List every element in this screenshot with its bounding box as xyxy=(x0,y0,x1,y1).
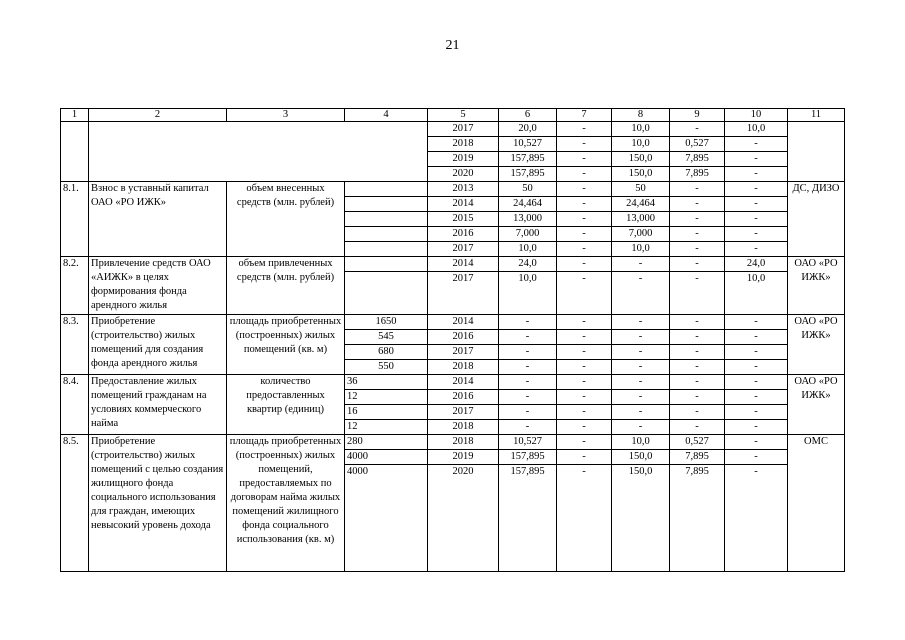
value-cell: - xyxy=(557,420,612,435)
value-cell: 10,0 xyxy=(725,272,788,315)
value-cell: - xyxy=(612,405,670,420)
year-cell: 2015 xyxy=(428,212,499,227)
item-number: 8.1. xyxy=(61,182,89,257)
value-cell: - xyxy=(725,375,788,390)
value-cell: 10,0 xyxy=(612,242,670,257)
target-cell: 12 xyxy=(345,390,428,405)
value-cell: 0,527 xyxy=(670,137,725,152)
value-cell: - xyxy=(557,375,612,390)
value-cell: - xyxy=(725,420,788,435)
value-cell: - xyxy=(557,167,612,182)
header-cell: 9 xyxy=(670,109,725,122)
value-cell: - xyxy=(557,435,612,450)
item-indicator: количество предоставленных квартир (единиц) xyxy=(227,375,345,435)
total-cell: - xyxy=(499,345,557,360)
page-number: 21 xyxy=(445,38,460,53)
table-row xyxy=(61,182,845,197)
total-cell: 10,0 xyxy=(499,242,557,257)
table-row xyxy=(61,257,845,272)
target-cell xyxy=(345,242,428,257)
value-cell: 24,464 xyxy=(612,197,670,212)
value-cell: 150,0 xyxy=(612,465,670,572)
value-cell: - xyxy=(670,272,725,315)
year-cell: 2018 xyxy=(428,420,499,435)
year-cell: 2018 xyxy=(428,360,499,375)
value-cell: - xyxy=(725,330,788,345)
value-cell: - xyxy=(670,197,725,212)
value-cell: - xyxy=(670,375,725,390)
year-cell: 2018 xyxy=(428,435,499,450)
value-cell: - xyxy=(670,420,725,435)
value-cell: - xyxy=(725,212,788,227)
total-cell: 157,895 xyxy=(499,152,557,167)
value-cell: - xyxy=(612,315,670,330)
value-cell: 7,895 xyxy=(670,167,725,182)
target-cell xyxy=(345,182,428,197)
item-indicator: площадь приобретенных (построенных) жилых помещений, предоставляемых по договорам найма жилых помещений жилищного фонда социального использования (кв. м) xyxy=(227,435,345,572)
target-cell: 4000 xyxy=(345,450,428,465)
header-cell: 7 xyxy=(557,109,612,122)
header-cell: 1 xyxy=(61,109,89,122)
value-cell: 50 xyxy=(612,182,670,197)
year-cell: 2017 xyxy=(428,405,499,420)
header-row xyxy=(61,109,845,122)
total-cell: - xyxy=(499,390,557,405)
total-cell: 10,0 xyxy=(499,272,557,315)
value-cell: - xyxy=(557,315,612,330)
year-cell: 2019 xyxy=(428,152,499,167)
target-cell: 1650 xyxy=(345,315,428,330)
value-cell: - xyxy=(670,257,725,272)
program-table xyxy=(60,108,845,572)
target-cell xyxy=(345,227,428,242)
item-name: Предоставление жилых помещений гражданам на условиях коммерческого найма xyxy=(89,375,227,435)
value-cell: 0,527 xyxy=(670,435,725,450)
value-cell: - xyxy=(557,242,612,257)
value-cell: - xyxy=(557,272,612,315)
table-row xyxy=(61,315,845,330)
value-cell: - xyxy=(557,182,612,197)
value-cell: - xyxy=(612,345,670,360)
item-number: 8.4. xyxy=(61,375,89,435)
item-name: Привлечение средств ОАО «АИЖК» в целях формирования фонда арендного жилья xyxy=(89,257,227,315)
cont-exec-cell xyxy=(788,122,845,182)
value-cell: - xyxy=(670,360,725,375)
year-cell: 2017 xyxy=(428,122,499,137)
item-executor: ОАО «РО ИЖК» xyxy=(788,375,845,435)
value-cell: - xyxy=(612,375,670,390)
item-indicator: объем привлеченных средств (млн. рублей) xyxy=(227,257,345,315)
target-cell: 4000 xyxy=(345,465,428,572)
value-cell: - xyxy=(725,315,788,330)
item-name: Приобретение (строительство) жилых помещений для создания фонда арендного жилья xyxy=(89,315,227,375)
total-cell: 24,464 xyxy=(499,197,557,212)
value-cell: - xyxy=(557,465,612,572)
value-cell: 10,0 xyxy=(725,122,788,137)
total-cell: - xyxy=(499,315,557,330)
value-cell: 7,000 xyxy=(612,227,670,242)
year-cell: 2020 xyxy=(428,465,499,572)
value-cell: - xyxy=(557,227,612,242)
total-cell: 24,0 xyxy=(499,257,557,272)
item-indicator: объем внесенных средств (млн. рублей) xyxy=(227,182,345,257)
item-name: Приобретение (строительство) жилых помещений с целью создания жилищного фонда социального использования для граждан, имеющих невысокий уровень дохода xyxy=(89,435,227,572)
total-cell: - xyxy=(499,375,557,390)
value-cell: - xyxy=(725,197,788,212)
year-cell: 2016 xyxy=(428,330,499,345)
value-cell: - xyxy=(670,390,725,405)
table-row xyxy=(61,122,845,137)
value-cell: - xyxy=(670,242,725,257)
value-cell: 150,0 xyxy=(612,152,670,167)
value-cell: - xyxy=(557,330,612,345)
year-cell: 2019 xyxy=(428,450,499,465)
value-cell: - xyxy=(557,137,612,152)
cont-num-cell xyxy=(61,122,89,182)
value-cell: 7,895 xyxy=(670,450,725,465)
table-row xyxy=(61,435,845,450)
item-number: 8.3. xyxy=(61,315,89,375)
value-cell: - xyxy=(670,182,725,197)
value-cell: 7,895 xyxy=(670,152,725,167)
value-cell: - xyxy=(725,152,788,167)
value-cell: - xyxy=(557,450,612,465)
value-cell: - xyxy=(725,137,788,152)
value-cell: - xyxy=(725,345,788,360)
value-cell: 150,0 xyxy=(612,167,670,182)
target-cell: 680 xyxy=(345,345,428,360)
value-cell: - xyxy=(557,152,612,167)
total-cell: 20,0 xyxy=(499,122,557,137)
value-cell: - xyxy=(725,465,788,572)
year-cell: 2016 xyxy=(428,390,499,405)
value-cell: 10,0 xyxy=(612,137,670,152)
value-cell: 13,000 xyxy=(612,212,670,227)
target-cell: 16 xyxy=(345,405,428,420)
target-cell: 12 xyxy=(345,420,428,435)
value-cell: 150,0 xyxy=(612,450,670,465)
total-cell: 10,527 xyxy=(499,137,557,152)
table-row xyxy=(61,375,845,390)
value-cell: - xyxy=(670,345,725,360)
year-cell: 2014 xyxy=(428,197,499,212)
value-cell: - xyxy=(670,330,725,345)
total-cell: 50 xyxy=(499,182,557,197)
total-cell: 157,895 xyxy=(499,465,557,572)
year-cell: 2017 xyxy=(428,345,499,360)
value-cell: - xyxy=(725,227,788,242)
value-cell: - xyxy=(725,450,788,465)
value-cell: - xyxy=(557,212,612,227)
target-cell: 545 xyxy=(345,330,428,345)
year-cell: 2017 xyxy=(428,242,499,257)
target-cell xyxy=(345,197,428,212)
year-cell: 2017 xyxy=(428,272,499,315)
item-name: Взнос в уставный капитал ОАО «РО ИЖК» xyxy=(89,182,227,257)
year-cell: 2016 xyxy=(428,227,499,242)
total-cell: 7,000 xyxy=(499,227,557,242)
target-cell: 36 xyxy=(345,375,428,390)
year-cell: 2020 xyxy=(428,167,499,182)
header-cell: 11 xyxy=(788,109,845,122)
target-cell xyxy=(345,257,428,272)
total-cell: 10,527 xyxy=(499,435,557,450)
total-cell: - xyxy=(499,420,557,435)
value-cell: - xyxy=(725,360,788,375)
value-cell: - xyxy=(557,257,612,272)
year-cell: 2014 xyxy=(428,257,499,272)
value-cell: - xyxy=(612,330,670,345)
value-cell: 24,0 xyxy=(725,257,788,272)
value-cell: - xyxy=(557,360,612,375)
value-cell: - xyxy=(725,242,788,257)
item-executor: ДС, ДИЗО xyxy=(788,182,845,257)
value-cell: - xyxy=(670,227,725,242)
value-cell: 7,895 xyxy=(670,465,725,572)
cont-desc-cell xyxy=(89,122,428,182)
total-cell: 157,895 xyxy=(499,167,557,182)
value-cell: - xyxy=(670,122,725,137)
value-cell: - xyxy=(612,420,670,435)
item-number: 8.2. xyxy=(61,257,89,315)
item-executor: ОМС xyxy=(788,435,845,572)
target-cell: 280 xyxy=(345,435,428,450)
item-number: 8.5. xyxy=(61,435,89,572)
total-cell: - xyxy=(499,330,557,345)
value-cell: - xyxy=(557,122,612,137)
target-cell: 550 xyxy=(345,360,428,375)
header-cell: 8 xyxy=(612,109,670,122)
value-cell: - xyxy=(612,360,670,375)
year-cell: 2014 xyxy=(428,315,499,330)
value-cell: - xyxy=(725,182,788,197)
value-cell: - xyxy=(557,405,612,420)
value-cell: - xyxy=(725,435,788,450)
value-cell: - xyxy=(725,405,788,420)
year-cell: 2018 xyxy=(428,137,499,152)
item-executor: ОАО «РО ИЖК» xyxy=(788,315,845,375)
target-cell xyxy=(345,212,428,227)
value-cell: - xyxy=(557,345,612,360)
total-cell: 157,895 xyxy=(499,450,557,465)
value-cell: - xyxy=(725,390,788,405)
value-cell: - xyxy=(725,167,788,182)
value-cell: - xyxy=(557,197,612,212)
header-cell: 10 xyxy=(725,109,788,122)
header-cell: 3 xyxy=(227,109,345,122)
value-cell: - xyxy=(670,212,725,227)
header-cell: 6 xyxy=(499,109,557,122)
value-cell: - xyxy=(612,390,670,405)
value-cell: - xyxy=(612,272,670,315)
value-cell: - xyxy=(670,405,725,420)
year-cell: 2013 xyxy=(428,182,499,197)
header-cell: 2 xyxy=(89,109,227,122)
item-indicator: площадь приобретенных (построенных) жилых помещений (кв. м) xyxy=(227,315,345,375)
value-cell: 10,0 xyxy=(612,435,670,450)
value-cell: 10,0 xyxy=(612,122,670,137)
total-cell: - xyxy=(499,405,557,420)
header-cell: 5 xyxy=(428,109,499,122)
value-cell: - xyxy=(557,390,612,405)
value-cell: - xyxy=(612,257,670,272)
target-cell xyxy=(345,272,428,315)
header-cell: 4 xyxy=(345,109,428,122)
total-cell: - xyxy=(499,360,557,375)
total-cell: 13,000 xyxy=(499,212,557,227)
year-cell: 2014 xyxy=(428,375,499,390)
item-executor: ОАО «РО ИЖК» xyxy=(788,257,845,315)
value-cell: - xyxy=(670,315,725,330)
